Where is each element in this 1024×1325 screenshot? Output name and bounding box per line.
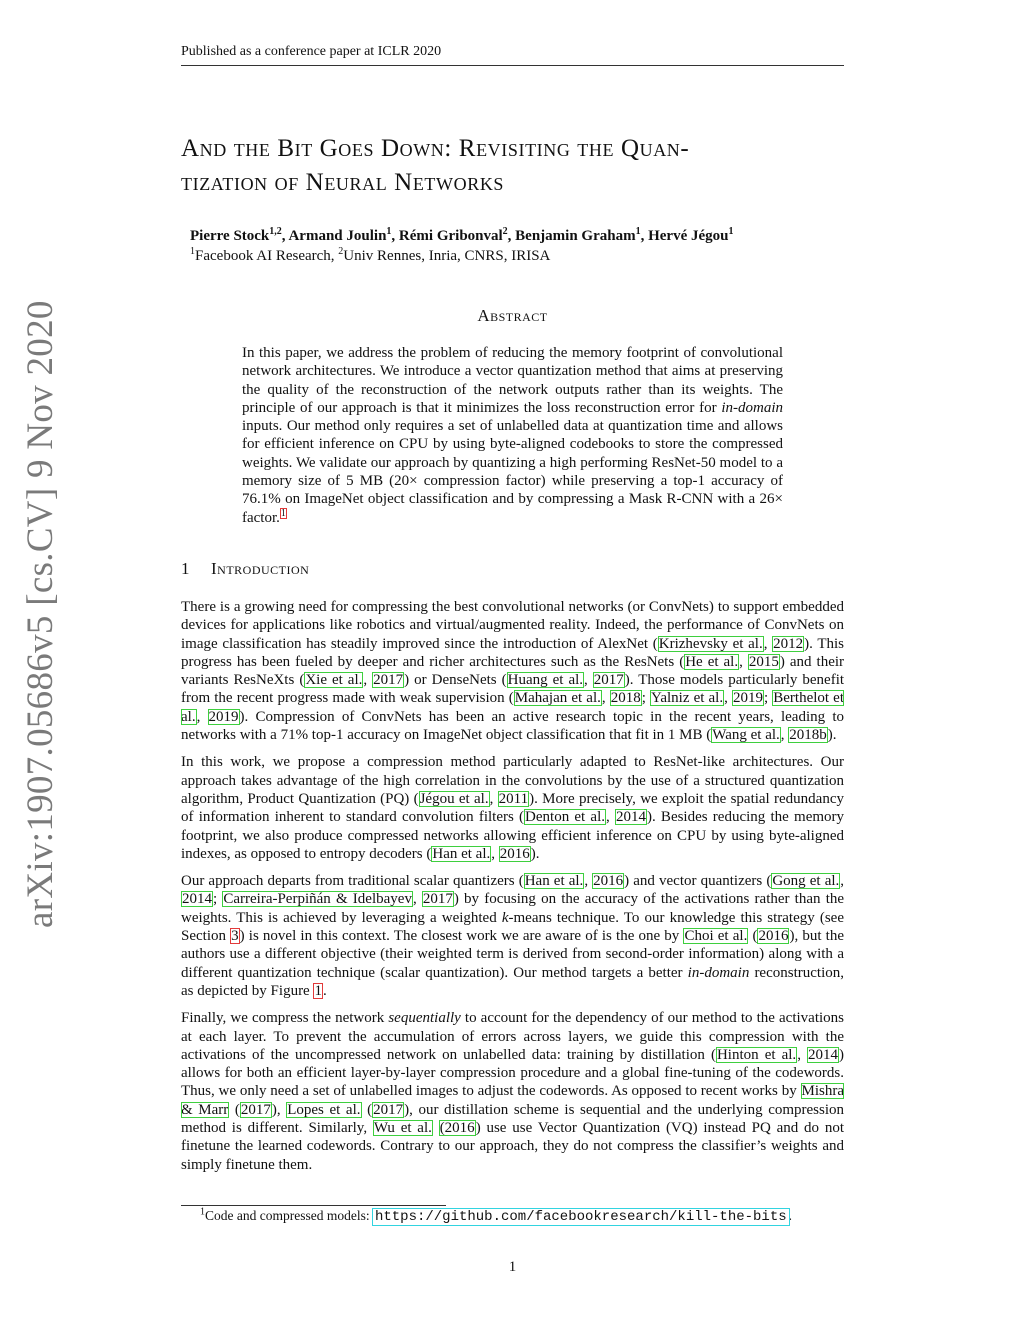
citation-link[interactable]: 2017 [240,1101,271,1118]
author-name: Hervé Jégou [648,228,729,244]
footnote: $^1$Code and compressed models: https://github.com/facebookresearch/kill-the-bits . [200,1206,793,1225]
paragraph: In this work, we propose a compression method particularly adapted to ResNet-like architectures. Our approach takes advantage of the high correlation in the convolutions by the use of a structured quantization algorithm, Product Quantization (PQ) (Jégou et al., 2011). More precisely, we exploit the spatial redundancy of information inherent to standard convolution filters (Denton et al., 2014). Besides reducing the memory footprint, we also produce compressed networks allowing efficient inference on CPU by using byte-aligned indexes, as opposed to entropy decoders (Han et al., 2016). [181,754,845,862]
author-list: Pierre Stock$^{1,2}$, Armand Joulin$^1$, Rémi Gribonval$^2$, Benjamin Graham$^1$, Hervé Jégou$^1$ [190,226,734,244]
citation-link[interactable]: Denton et al. [525,809,606,826]
section-link[interactable]: 3 [231,928,239,945]
citation-link[interactable]: Jégou et al. [419,790,489,807]
figure-link[interactable]: 1 [314,982,322,999]
citation-link[interactable]: 2019 [208,708,239,725]
citation-link[interactable]: 2016 [758,928,789,945]
citation-link[interactable]: 2016 [593,873,624,890]
citation-link[interactable]: (2016 [439,1120,475,1137]
citation-link[interactable]: 2011 [498,790,529,807]
citation-link[interactable]: Gong et al. [772,873,840,890]
footnote-mark: 1 [200,1206,205,1218]
section-heading [181,558,844,580]
citation-link[interactable]: Carreira-Perpiñán & Idelbayev [223,891,412,908]
footnote-link[interactable]: 1 [280,507,286,519]
citation-link[interactable]: Han et al. [524,873,584,890]
citation-link[interactable]: Mahajan et al. [514,690,601,707]
author-name: Benjamin Graham [515,228,636,244]
section-number: 1 [181,559,190,578]
code-url-link[interactable]: https://github.com/facebookresearch/kill-the-bits [374,1209,787,1225]
citation-link[interactable]: 2018b [789,727,827,744]
citation-link[interactable]: Wang et al. [712,727,780,744]
footnote-rule [181,1205,446,1206]
title-line-1: And the Bit Goes Down: Revisiting the Quan- [181,135,690,162]
citation-link[interactable]: Choi et al. [684,928,748,945]
citation-link[interactable]: Berthelot et al. [181,690,844,725]
citation-link[interactable]: 2014 [615,809,646,826]
citation-link[interactable]: Mishra & Marr [181,1083,844,1118]
paragraph: Our approach departs from traditional scalar quantizers (Han et al., 2016) and vector quantizers (Gong et al., 2014; Carreira-Perpiñán & Idelbayev, 2017) by focusing on the accuracy of the activations rather than the weights. This is achieved by leveraging a weighted k-means technique. To our knowledge this strategy (see Section 3) is novel in this context. The closest work we are aware of is the one by Choi et al. (2016), but the authors use a different objective (their weighted term is derived from second-order information) along with a different quantization technique (scalar quantization). Our method targets a better in-domain reconstruction, as depicted by Figure 1. [181,873,845,999]
arxiv-identifier: arXiv:1907.05686v5 [cs.CV] 9 Nov 2020 [20,300,61,928]
affiliation: Facebook AI Research, [195,248,339,264]
paragraph: There is a growing need for compressing the best convolutional networks (or ConvNets) to support embedded devices for applications like robotics and virtual/augmented reality. Indeed, the performance of ConvNets on image classification has steadily improved since the introduction of AlexNet (Krizhevsky et al., 2012). This progress has been fueled by deeper and richer architectures such as the ResNets (He et al., 2015) and their variants ResNeXts (Xie et al., 2017) or DenseNets (Huang et al., 2017). Those models particularly benefit from the recent progress made with weak supervision (Mahajan et al., 2018; Yalniz et al., 2019; Berthelot et al., 2019). Compression of ConvNets has been an active research topic in the recent years, leading to networks with a 71% top-1 accuracy on ImageNet object classification that fit in 1 MB (Wang et al., 2018b). [181,599,845,744]
citation-link[interactable]: 2017 [373,672,404,689]
citation-link[interactable]: 2017 [373,1101,404,1118]
citation-link[interactable]: He et al. [685,653,739,670]
citation-link[interactable]: 2015 [748,653,779,670]
citation-link[interactable]: Wu et al. [373,1120,432,1137]
header-rule [181,65,844,66]
footnote-label: Code and compressed models: [205,1208,373,1223]
citation-link[interactable]: Lopes et al. [287,1101,361,1118]
abstract-heading: Abstract [477,306,548,325]
section-title: Introduction [211,559,310,578]
citation-link[interactable]: Yalniz et al. [651,690,724,707]
citation-link[interactable]: 2014 [808,1046,839,1063]
citation-link[interactable]: Huang et al. [507,672,584,689]
citation-link[interactable]: 2018 [610,690,641,707]
citation-link[interactable]: Hinton et al. [716,1046,797,1063]
author-name: Armand Joulin [288,228,387,244]
citation-link[interactable]: Krizhevsky et al. [658,635,763,652]
citation-link[interactable]: Xie et al. [305,672,363,689]
affiliation: Univ Rennes, Inria, CNRS, IRISA [343,248,551,264]
citation-link[interactable]: 2017 [422,891,453,908]
introduction-body [181,598,844,1183]
affiliations: $^1$Facebook AI Research, $^2$Univ Rennes, Inria, CNRS, IRISA [190,246,551,264]
citation-link[interactable]: 2014 [182,891,212,908]
citation-link[interactable]: 2019 [732,690,763,707]
paper-title [181,132,844,200]
running-header: Published as a conference paper at ICLR 2020 [181,44,442,59]
author-name: Pierre Stock [190,228,270,244]
abstract-text: In this paper, we address the problem of reducing the memory footprint of convolutional network architectures. We introduce a vector quantization method that aims at preserving the quality of the reconstruction of the network outputs rather than its weights. The principle of our approach is that it minimizes the loss reconstruction error for in-domain inputs. Our method only requires a set of unlabelled data at quantization time and allows for efficient inference on CPU by using byte-aligned codebooks to store the compressed weights. We validate our approach by quantizing a high performing ResNet-50 model to a memory size of 5 MB (20× compression factor) while preserving a top-1 accuracy of 76.1% on ImageNet object classification and by compressing a Mask R-CNN with a 26× factor.$^1$ [242,345,783,526]
citation-link[interactable]: 2016 [499,845,530,862]
title-line-2: tization of Neural Networks [181,169,505,196]
author-name: Rémi Gribonval [398,228,503,244]
citation-link[interactable]: 2012 [773,635,804,652]
page-number: 1 [508,1259,517,1275]
citation-link[interactable]: Han et al. [432,845,491,862]
paragraph: Finally, we compress the network sequentially to account for the dependency of our method to the activations at each layer. To prevent the accumulation of errors across layers, we guide this compression with the activations of the uncompressed network on unlabelled data: training by distillation (Hinton et al., 2014) allows for both an efficient layer-by-layer compression procedure and a global fine-tuning of the codewords. Thus, we only need a set of unlabelled images to adjust the codewords. As opposed to recent works by Mishra & Marr (2017), Lopes et al. (2017), our distillation scheme is sequential and the underlying compression method is different. Similarly, Wu et al. (2016) use use Vector Quantization (VQ) instead PQ and do not finetune the learned codewords. Contrary to our approach, they do not compress the classifier’s weights and simply finetune them. [181,1010,845,1173]
citation-link[interactable]: 2017 [593,672,624,689]
